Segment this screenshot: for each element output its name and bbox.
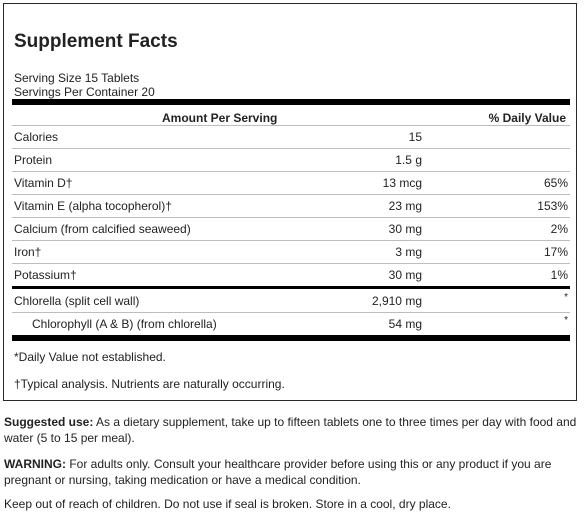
- nutrient-amount: 23 mg: [388, 199, 422, 213]
- nutrient-name: Chlorophyll (A & B) (from chlorella): [32, 317, 217, 331]
- nutrient-row: [12, 263, 570, 286]
- nutrient-row: [12, 312, 570, 335]
- nutrient-row: [12, 194, 570, 217]
- nutrient-row: [12, 217, 570, 240]
- nutrient-daily-value: 153%: [537, 199, 568, 213]
- header-daily-value: % Daily Value: [488, 111, 566, 125]
- nutrient-amount: 54 mg: [388, 317, 422, 331]
- suggested-use-text: As a dietary supplement, take up to fifteen tablets one to three times per day with food and water (5 to 15 per meal).: [4, 415, 577, 445]
- panel-title: Supplement Facts: [14, 31, 178, 52]
- suggested-use-label: Suggested use:: [4, 415, 94, 429]
- nutrient-amount: 1.5 g: [395, 153, 422, 167]
- nutrient-daily-value: *: [564, 292, 568, 303]
- suggested-use: [4, 414, 578, 446]
- nutrient-name: Vitamin D†: [14, 176, 73, 190]
- nutrient-amount: 30 mg: [388, 222, 422, 236]
- nutrient-name: Potassium†: [14, 268, 77, 282]
- nutrient-row: [12, 240, 570, 263]
- nutrient-daily-value: 1%: [550, 268, 568, 282]
- warning-text: For adults only. Consult your healthcare provider before using this or any product if you are pregnant or nursing, taking medication or have a medical condition.: [4, 457, 552, 487]
- nutrient-daily-value: 65%: [543, 176, 568, 190]
- nutrient-row: [12, 289, 570, 312]
- nutrient-name: Chlorella (split cell wall): [14, 294, 140, 308]
- warning-label: WARNING:: [4, 457, 66, 471]
- footnote-daily-value: *Daily Value not established.: [14, 350, 166, 364]
- nutrient-name: Protein: [14, 153, 53, 167]
- nutrient-amount: 15: [408, 130, 422, 144]
- nutrient-name: Iron†: [14, 245, 42, 259]
- nutrient-amount: 30 mg: [388, 268, 422, 282]
- nutrient-daily-value: *: [564, 315, 568, 326]
- warning: [4, 456, 578, 488]
- nutrient-row: [12, 148, 570, 171]
- nutrient-amount: 2,910 mg: [371, 294, 422, 308]
- supplement-facts-panel: [3, 3, 577, 401]
- nutrient-daily-value: 2%: [550, 222, 568, 236]
- storage-instructions: Keep out of reach of children. Do not use if seal is broken. Store in a cool, dry place.: [4, 497, 451, 511]
- nutrient-name: Calcium (from calcified seaweed): [14, 222, 191, 236]
- serving-info: [14, 71, 155, 99]
- nutrient-amount: 13 mcg: [382, 176, 422, 190]
- servings-per-container: Servings Per Container 20: [14, 85, 155, 99]
- nutrient-daily-value: 17%: [543, 245, 568, 259]
- footnote-typical-analysis: †Typical analysis. Nutrients are naturally occurring.: [14, 377, 285, 391]
- nutrient-row: [12, 171, 570, 194]
- nutrient-amount: 3 mg: [395, 245, 422, 259]
- nutrient-name: Vitamin E (alpha tocopherol)†: [14, 199, 172, 213]
- divider-thick-top: [12, 99, 570, 105]
- divider-thick-bottom: [12, 335, 570, 341]
- header-amount: Amount Per Serving: [162, 111, 278, 125]
- nutrient-name: Calories: [14, 130, 59, 144]
- serving-size: Serving Size 15 Tablets: [14, 71, 140, 85]
- nutrient-row: [12, 125, 570, 148]
